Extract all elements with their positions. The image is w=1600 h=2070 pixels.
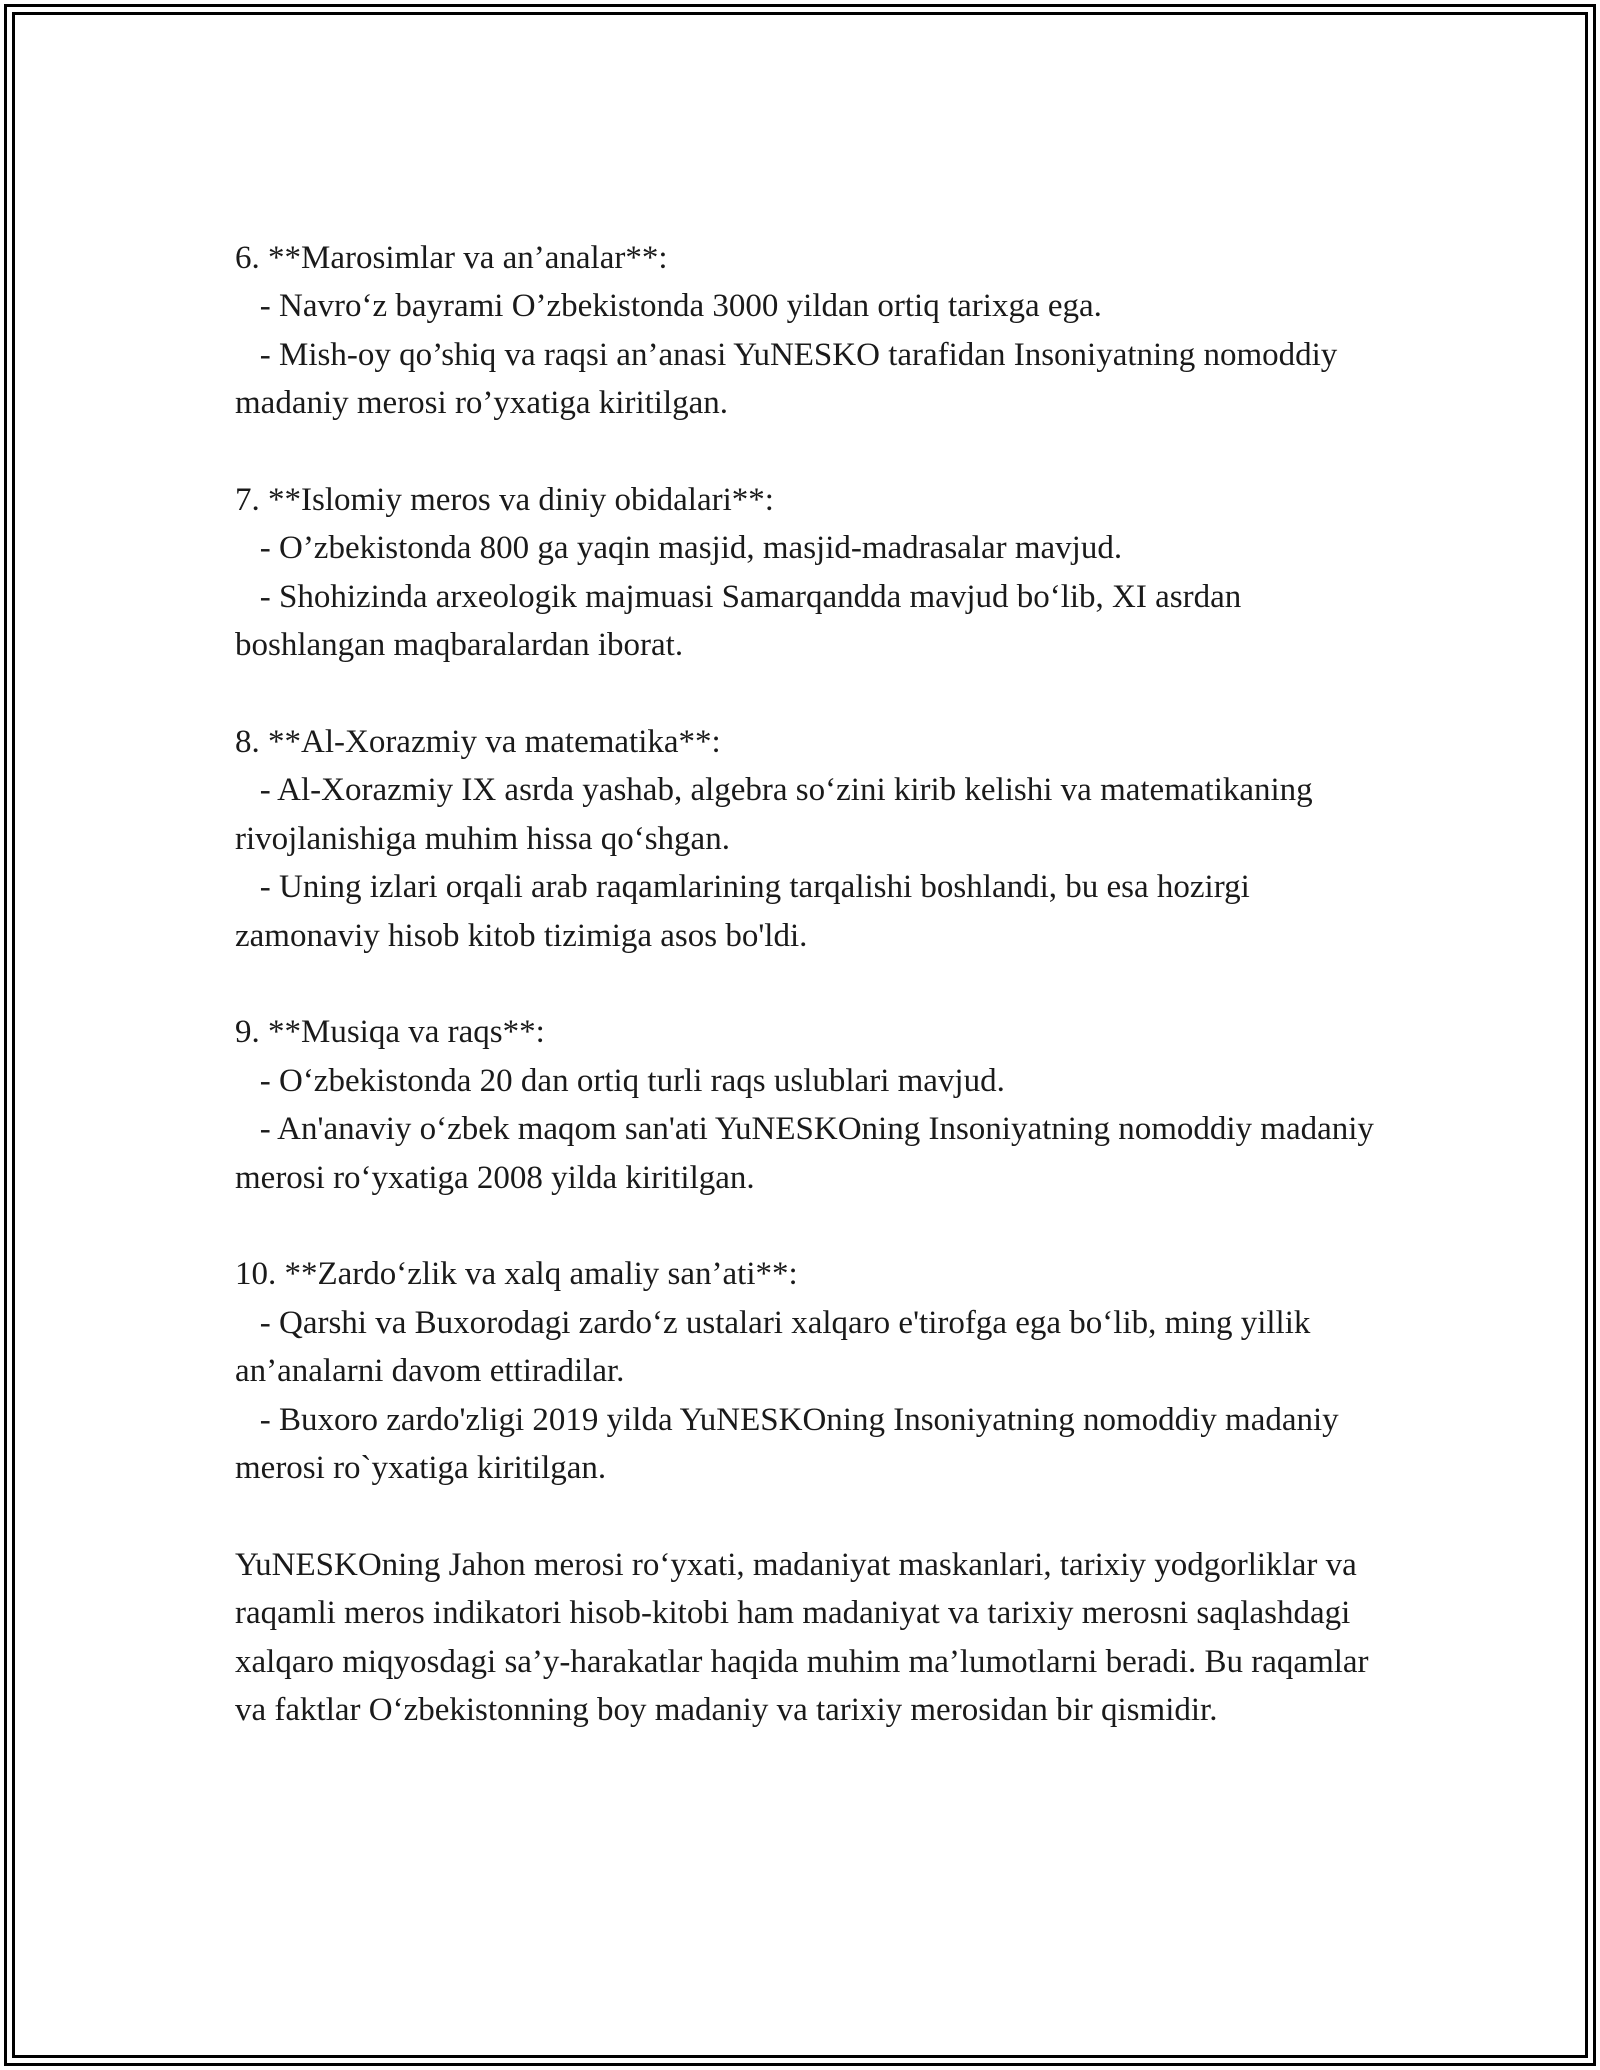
list-item: - Al-Xorazmiy IX asrda yashab, algebra so‘zini kirib kelishi va matematikaning rivojlanishiga muhim hissa qo‘shgan. — [235, 772, 1321, 857]
list-item: - Uning izlari orqali arab raqamlarining tarqalishi boshlandi, bu esa hozirgi zamonaviy hisob kitob tizimiga asos bo'ldi. — [235, 869, 1259, 954]
list-item: - Mish-oy qo’shiq va raqsi an’anasi YuNESKO tarafidan Insoniyatning nomoddiy madaniy merosi ro’yxatiga kiritilgan. — [235, 336, 1346, 422]
list-item: - An'anaviy o‘zbek maqom san'ati YuNESKOning Insoniyatning nomoddiy madaniy merosi ro‘yxatiga 2008 yilda kiritilgan. — [235, 1111, 1383, 1196]
section-heading: 10. **Zardo‘zlik va xalq amaliy san’ati**: — [235, 1256, 798, 1293]
section-musiqa-raqs — [235, 1008, 1383, 1202]
section-zardozlik — [235, 1250, 1375, 1492]
section-islomiy-meros — [235, 476, 1375, 670]
document-body — [235, 234, 1383, 1735]
conclusion-paragraph: YuNESKOning Jahon merosi ro‘yxati, madaniyat maskanlari, tarixiy yodgorliklar va raqamli meros indikatori hisob-kitobi ham madaniyat va tarixiy merosni saqlashdagi xalqaro miqyosdagi sa’y-harakatlar haqida muhim ma’lumotlarni beradi. Bu raqamlar va faktlar O‘zbekistonning boy madaniy va tarixiy merosidan bir qismidir. — [235, 1546, 1377, 1729]
section-al-xorazmiy — [235, 718, 1375, 960]
section-heading: 9. **Musiqa va raqs**: — [235, 1014, 545, 1051]
list-item: - Qarshi va Buxorodagi zardo‘z ustalari xalqaro e'tirofga ega bo‘lib, ming yillik an’analarni davom ettiradilar. — [235, 1304, 1319, 1390]
list-item: - O‘zbekistonda 20 dan ortiq turli raqs uslublari mavjud. — [259, 1062, 1005, 1099]
section-heading: 8. **Al-Xorazmiy va matematika**: — [235, 724, 721, 761]
list-item: - O’zbekistonda 800 ga yaqin masjid, masjid-madrasalar mavjud. — [259, 530, 1123, 567]
section-heading: 6. **Marosimlar va an’analar**: — [235, 240, 668, 276]
list-item: - Buxoro zardo'zligi 2019 yilda YuNESKOning Insoniyatning nomoddiy madaniy merosi ro`yxatiga kiritilgan. — [235, 1401, 1347, 1487]
list-item: - Shohizinda arxeologik majmuasi Samarqandda mavjud bo‘lib, XI asrdan boshlangan maqbaralardan iborat. — [235, 578, 1250, 664]
list-item: - Navro‘z bayrami O’zbekistonda 3000 yildan ortiq tarixga ega. — [259, 288, 1102, 325]
section-marosimlar — [235, 234, 1375, 428]
section-heading: 7. **Islomiy meros va diniy obidalari**: — [235, 482, 774, 519]
